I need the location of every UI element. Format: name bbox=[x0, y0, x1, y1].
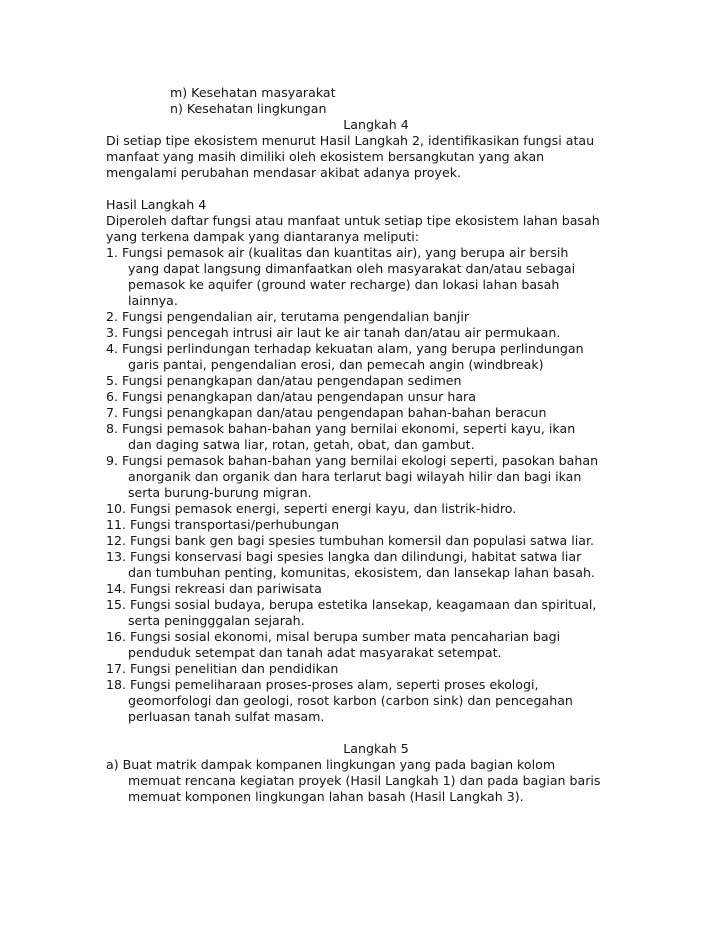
function-item-15: 15. Fungsi sosial budaya, berupa estetika lansekap, keagamaan dan spiritual, bbox=[106, 597, 597, 612]
function-item-1-cont: lainnya. bbox=[128, 293, 178, 308]
function-item-18: 18. Fungsi pemeliharaan proses-proses alam, seperti proses ekologi, bbox=[106, 677, 539, 692]
function-item-6: 6. Fungsi penangkapan dan/atau pengendapan unsur hara bbox=[106, 389, 476, 404]
function-item-18-cont: perluasan tanah sulfat masam. bbox=[128, 709, 325, 724]
function-item-8-cont: dan daging satwa liar, rotan, getah, obat, dan gambut. bbox=[128, 437, 475, 452]
function-item-11: 11. Fungsi transportasi/perhubungan bbox=[106, 517, 340, 532]
function-item-2: 2. Fungsi pengendalian air, terutama pengendalian banjir bbox=[106, 309, 470, 324]
blank-line bbox=[106, 725, 646, 741]
function-item-4-cont: garis pantai, pengendalian erosi, dan pemecah angin (windbreak) bbox=[128, 357, 544, 372]
function-item-8: 8. Fungsi pemasok bahan-bahan yang bernilai ekonomi, seperti kayu, ikan bbox=[106, 421, 576, 436]
function-item-16-cont: penduduk setempat dan tanah adat masyarakat setempat. bbox=[128, 645, 502, 660]
function-item-1-cont: pemasok ke aquifer (ground water recharge) dan lokasi lahan basah bbox=[128, 277, 560, 292]
step4-heading: Langkah 4 bbox=[343, 117, 409, 132]
step5-item-a-cont: memuat komponen lingkungan lahan basah (Hasil Langkah 3). bbox=[128, 789, 524, 804]
function-item-7: 7. Fungsi penangkapan dan/atau pengendapan bahan-bahan beracun bbox=[106, 405, 547, 420]
function-item-13: 13. Fungsi konservasi bagi spesies langka dan dilindungi, habitat satwa liar bbox=[106, 549, 582, 564]
list-item-n: n) Kesehatan lingkungan bbox=[170, 101, 327, 116]
function-item-9-cont: serta burung-burung migran. bbox=[128, 485, 312, 500]
function-item-3: 3. Fungsi pencegah intrusi air laut ke air tanah dan/atau air permukaan. bbox=[106, 325, 561, 340]
function-item-16: 16. Fungsi sosial ekonomi, misal berupa sumber mata pencaharian bagi bbox=[106, 629, 561, 644]
function-item-18-cont: geomorfologi dan geologi, rosot karbon (carbon sink) dan pencegahan bbox=[128, 693, 573, 708]
function-item-9: 9. Fungsi pemasok bahan-bahan yang bernilai ekologi seperti, pasokan bahan bbox=[106, 453, 599, 468]
step4-intro-line: manfaat yang masih dimiliki oleh ekosistem bersangkutan yang akan bbox=[106, 149, 545, 164]
function-item-4: 4. Fungsi perlindungan terhadap kekuatan alam, yang berupa perlindungan bbox=[106, 341, 584, 356]
function-item-14: 14. Fungsi rekreasi dan pariwisata bbox=[106, 581, 322, 596]
function-item-1: 1. Fungsi pemasok air (kualitas dan kuantitas air), yang berupa air bersih bbox=[106, 245, 569, 260]
function-item-9-cont: anorganik dan organik dan hara terlarut bagi wilayah hilir dan bagi ikan bbox=[128, 469, 582, 484]
result4-heading: Hasil Langkah 4 bbox=[106, 197, 207, 212]
step4-intro-line: Di setiap tipe ekosistem menurut Hasil Langkah 2, identifikasikan fungsi atau bbox=[106, 133, 595, 148]
step5-heading: Langkah 5 bbox=[343, 741, 409, 756]
function-item-17: 17. Fungsi penelitian dan pendidikan bbox=[106, 661, 339, 676]
step5-item-a: a) Buat matrik dampak kompanen lingkungan yang pada bagian kolom bbox=[106, 757, 556, 772]
document-body bbox=[106, 85, 646, 805]
step4-intro-line: mengalami perubahan mendasar akibat adanya proyek. bbox=[106, 165, 462, 180]
list-item-m: m) Kesehatan masyarakat bbox=[170, 85, 336, 100]
function-item-15-cont: serta peningggalan sejarah. bbox=[128, 613, 305, 628]
result4-intro-line: Diperoleh daftar fungsi atau manfaat untuk setiap tipe ekosistem lahan basah bbox=[106, 213, 600, 228]
step5-item-a-cont: memuat rencana kegiatan proyek (Hasil Langkah 1) dan pada bagian baris bbox=[128, 773, 601, 788]
function-item-13-cont: dan tumbuhan penting, komunitas, ekosistem, dan lansekap lahan basah. bbox=[128, 565, 595, 580]
function-item-1-cont: yang dapat langsung dimanfaatkan oleh masyarakat dan/atau sebagai bbox=[128, 261, 576, 276]
function-item-12: 12. Fungsi bank gen bagi spesies tumbuhan komersil dan populasi satwa liar. bbox=[106, 533, 594, 548]
blank-line bbox=[106, 181, 646, 197]
function-item-10: 10. Fungsi pemasok energi, seperti energi kayu, dan listrik-hidro. bbox=[106, 501, 517, 516]
result4-intro-line: yang terkena dampak yang diantaranya meliputi: bbox=[106, 229, 420, 244]
function-item-5: 5. Fungsi penangkapan dan/atau pengendapan sedimen bbox=[106, 373, 462, 388]
